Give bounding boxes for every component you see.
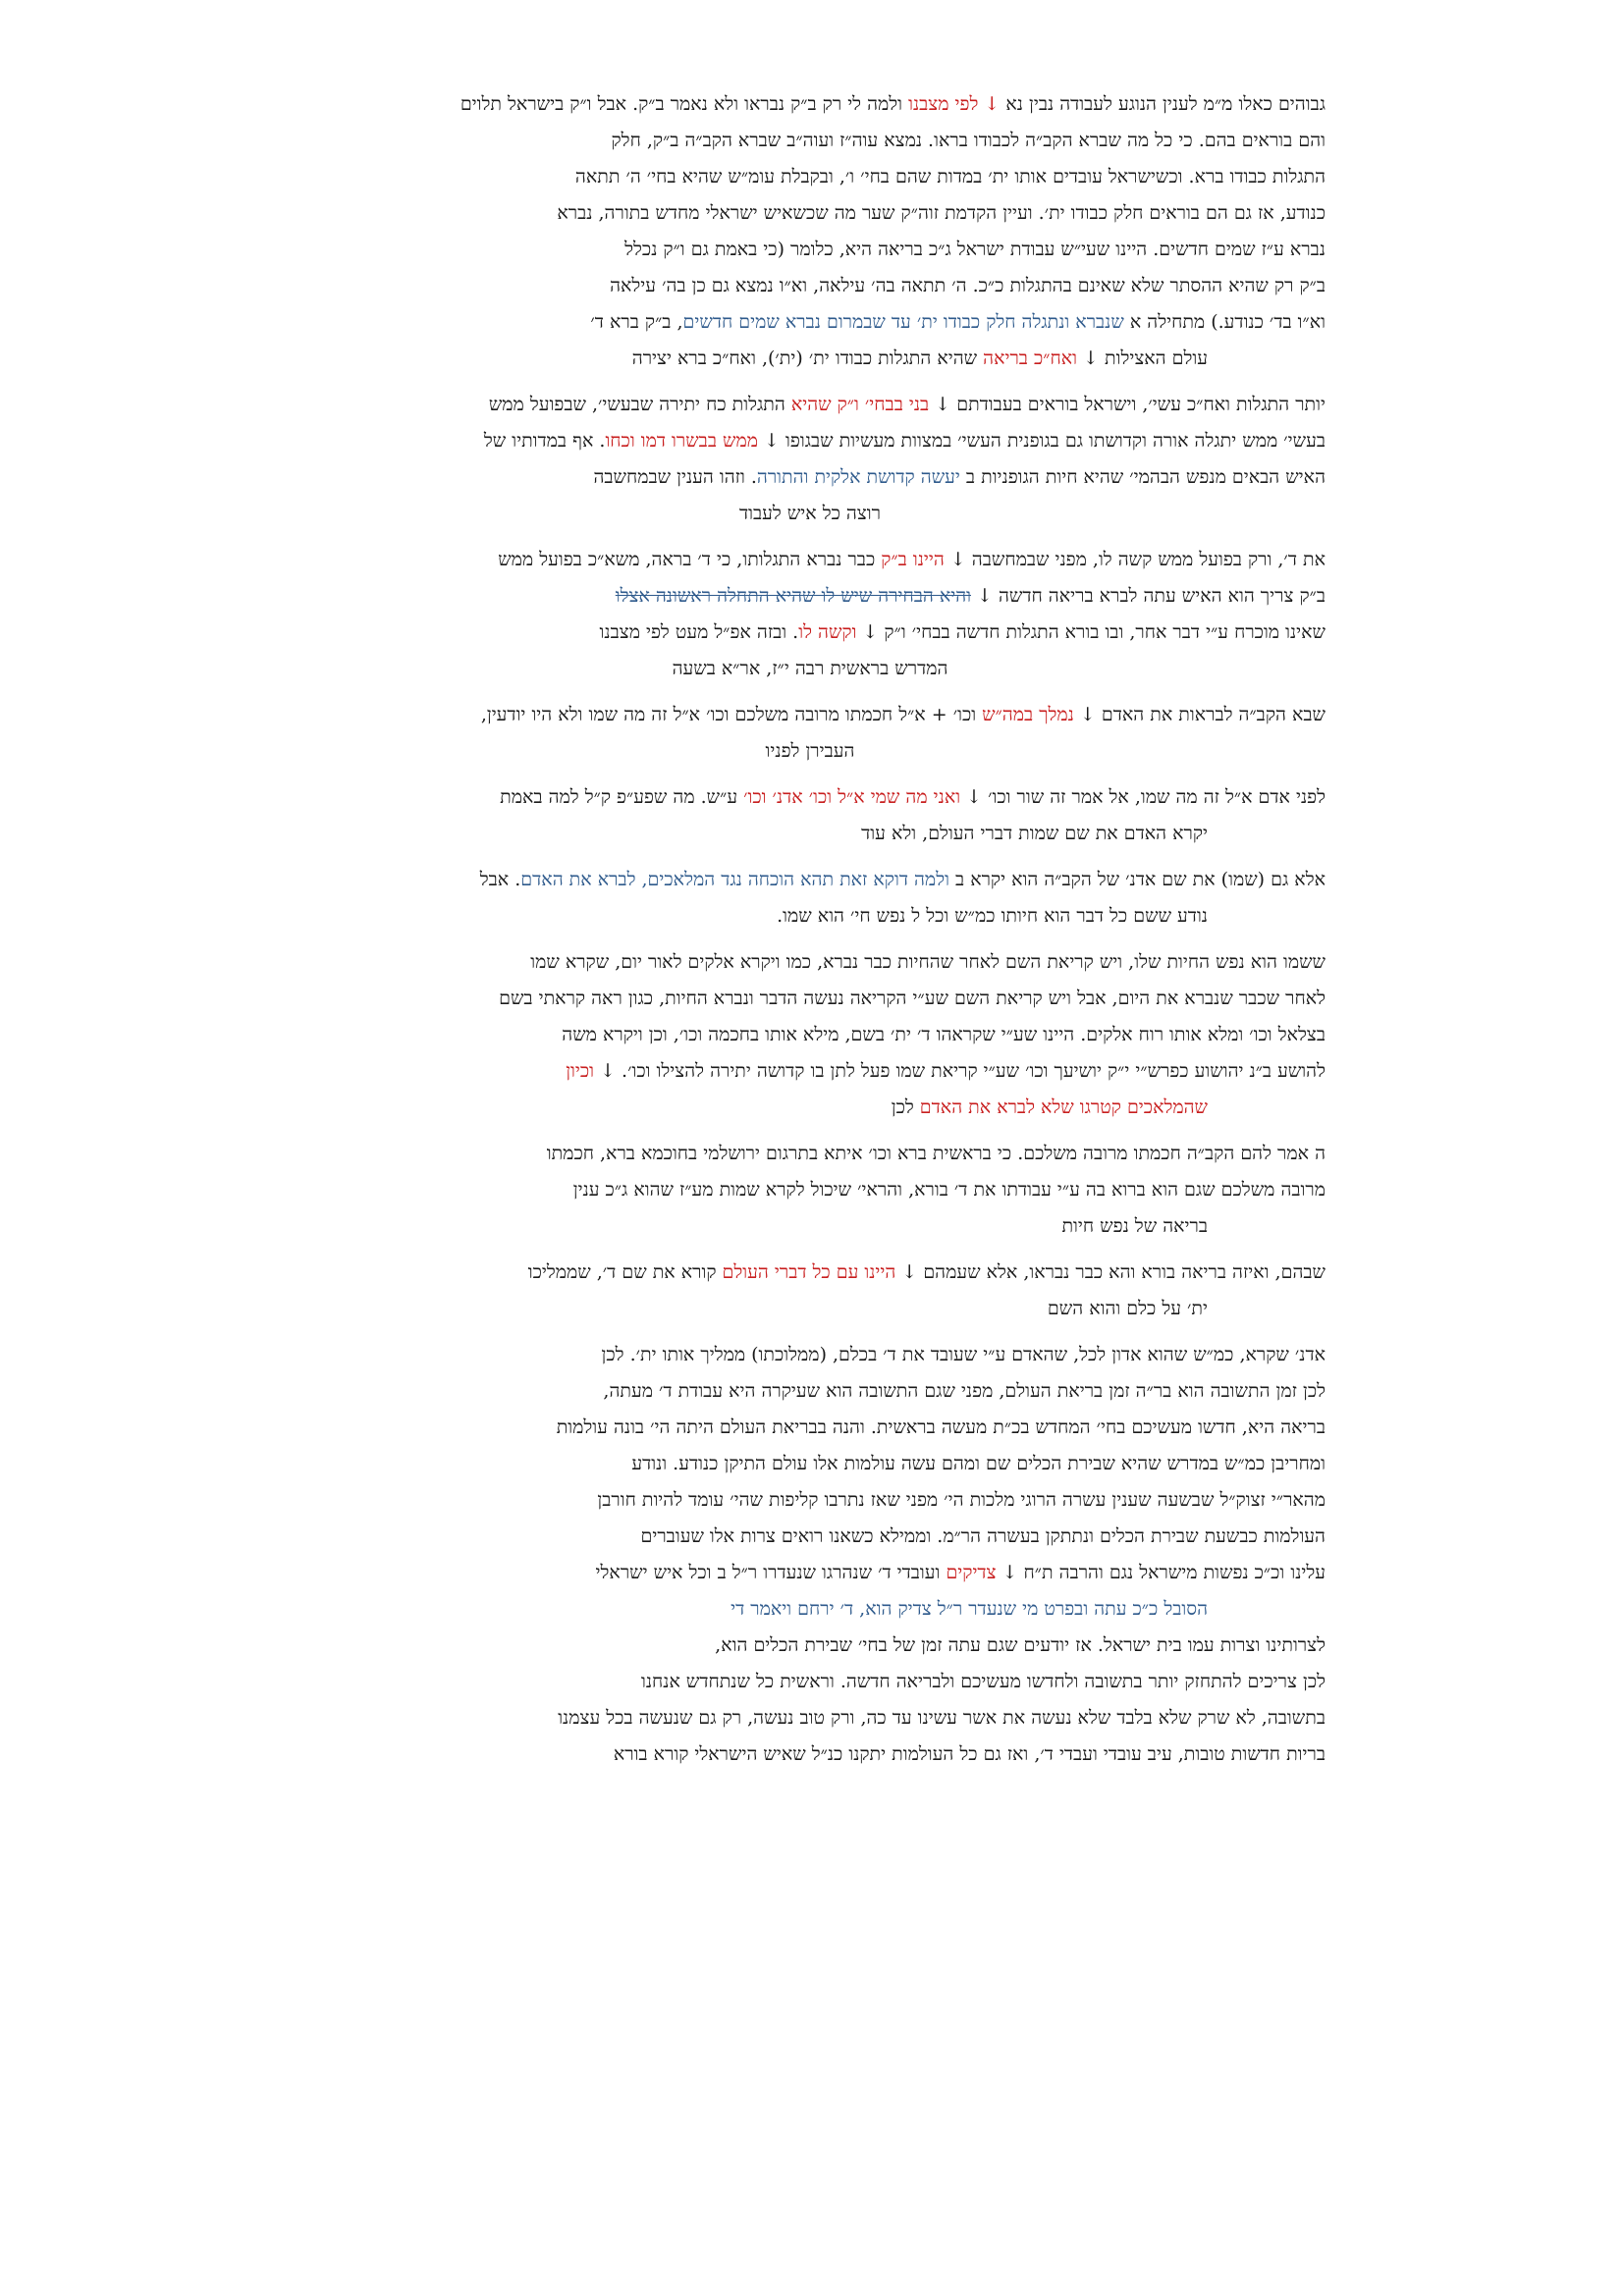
manuscript-page	[295, 86, 1325, 1773]
paragraph	[295, 542, 1325, 687]
text-line: בריאה היא, חדשו מעשיכם בחי׳ המחדש בכ״ת מעשה בראשית. והנה בבריאת העולם היתה הי׳ בונה עולמות	[556, 1416, 1325, 1438]
text-line: הסובל כ״כ עתה ובפרט מי שנעדר ר״ל צדיק הוא, ד׳ ירחם ויאמר די	[730, 1598, 1208, 1620]
text-line: לכן זמן התשובה הוא בר״ה זמן בריאת העולם, מפני שגם התשובה הוא שעיקרה היא עבודת ד׳ מעתה,	[603, 1380, 1325, 1402]
text-line: רוצה כל איש לעבוד	[738, 503, 881, 524]
text-line: ית׳ על כלם והוא השם	[1047, 1298, 1208, 1319]
text-line: אדנ׳ שקרא, כמ״ש שהוא אדון לכל, שהאדם ע״י שעובד את ד׳ בכלם, (ממלוכתו) ממליך אותו ית׳. לכן	[601, 1344, 1325, 1365]
text-line: האיש הבאים מנפש הבהמי׳ שהיא חיות הגופניות ב יעשה קדושת אלקית והתורה. וזהו הענין שבמחשבה	[593, 466, 1325, 488]
text-line: מהאר״י זצוק״ל שבשעה שענין עשרה הרוגי מלכות הי׳ מפני שאז נתרבו קליפות שהי׳ עומד להיות חורבן	[597, 1489, 1325, 1511]
paragraph	[295, 1337, 1325, 1773]
text-line: להושע ב״נ יהושוע כפרש״י י״ק יושיעך וכו׳ שע״י קריאת שמו פעל לתן בו קדושה יתירה להצילו וכו׳. ↓ וכיון	[566, 1060, 1325, 1082]
paragraph	[295, 1136, 1325, 1245]
text-line: לצרותינו וצרות עמו בית ישראל. אז יודעים שגם עתה זמן של בחי׳ שבירת הכלים הוא,	[715, 1634, 1325, 1656]
paragraph	[295, 779, 1325, 852]
text-line: וא״ו בד׳ כנודע.) מתחילה א שנברא ונתגלה חלק כבודו ית׳ עד שבמרום נברא שמים חדשים, ב״ק ברא ד׳	[590, 311, 1325, 333]
text-line: ששמו הוא נפש החיות שלו, ויש קריאת השם לאחר שהחיות כבר נברא, כמו ויקרא אלקים לאור יום, שקרא שמו	[530, 951, 1325, 973]
text-line: בתשובה, לא שרק שלא בלבד שלא נעשה את אשר עשינו עד כה, ורק טוב נעשה, רק גם שנעשה בכל עצמנו	[558, 1707, 1325, 1729]
text-line: העבירן לפניו	[765, 740, 855, 762]
paragraph	[295, 387, 1325, 532]
text-line: שבא הקב״ה לבראות את האדם ↓ נמלך במה״ש וכו׳ + א״ל חכמתו מרובה משלכם וכו׳ א״ל זה מה שמו ולא היו יודעין,	[480, 704, 1325, 725]
text-line: אלא גם (שמו) את שם אדנ׳ של הקב״ה הוא יקרא ב ולמה דוקא זאת תהא הוכחה נגד המלאכים, לברא את האדם. אבל	[479, 869, 1325, 890]
text-line: המדרש בראשית רבה י״ז, אר״א בשעה	[672, 658, 948, 679]
text-line: בעשי׳ ממש יתגלה אורה וקדושתו גם בגופנית העשי׳ במצוות מעשיות שבגופו ↓ ממש בבשרו דמו וכחו. אף במדותיו של	[483, 430, 1325, 452]
text-line: ב״ק רק שהיא ההסתר שלא שאינם בהתגלות כ״כ. ה׳ תתאה בה׳ עילאה, וא״ו נמצא גם כן בה׳ עילאה	[610, 275, 1325, 296]
text-line: עלינו וכ״כ נפשות מישראל נגם והרבה ת״ח ↓ צדיקים ועובדי ד׳ שנהרגו שנעדרו ר״ל ב וכל איש ישראלי	[595, 1562, 1325, 1583]
text-line: בצלאל וכו׳ ומלא אותו רוח אלקים. היינו שע״י שקראהו ד׳ ית׳ בשם, מילא אותו בחכמה וכו׳, וכן ויקרא משה	[562, 1024, 1325, 1045]
paragraph	[295, 697, 1325, 770]
text-line: שאינו מוכרח ע״י דבר אחר, ובו בורא התגלות חדשה בבחי׳ ו״ק ↓ וקשה לו. ובזה אפ״ל מעט לפי מצבנו	[599, 621, 1325, 643]
paragraph	[295, 944, 1325, 1126]
text-line: נברא ע״ז שמים חדשים. היינו שעי״ש עבודת ישראל ג״כ בריאה היא, כלומר (כי באמת גם ו״ק נכלל	[624, 239, 1325, 260]
text-line: עולם האצילות ↓ ואח״כ בריאה שהיא התגלות כבודו ית׳ (ית׳), ואח״כ ברא יצירה	[631, 347, 1208, 369]
text-line: לכן צריכים להתחזק יותר בתשובה ולחדשו מעשיכם ולבריאה חדשה. וראשית כל שנתחדש אנחנו	[640, 1671, 1325, 1692]
text-line: לפני אדם א״ל זה מה שמו, אל אמר זה שור וכו׳ ↓ ואני מה שמי א״ל וכו׳ אדנ׳ וכו׳ ע״ש. מה שפע״פ ק״ל למה באמת	[500, 786, 1325, 808]
paragraph	[295, 86, 1325, 377]
text-line: ב״ק צריך הוא האיש עתה לברא בריאה חדשה ↓ והיא הבחירה שיש לו שהיא התחלה ראשונה אצלו	[615, 585, 1325, 607]
text-line: העולמות כבשעת שבירת הכלים ונתתקן בעשרה הר״מ. וממילא כשאנו רואים צרות אלו שעוברים	[640, 1525, 1325, 1547]
text-line: בריאה של נפש חיות	[1061, 1215, 1208, 1237]
text-line: גבוהים כאלו מ״מ לענין הנוגע לעבודה נבין נא ↓ לפי מצבנו ולמה לי רק ב״ק נבראו ולא נאמר ב״ק. אבל ו״ק בישראל תלוים	[460, 93, 1325, 115]
paragraph	[295, 1255, 1325, 1327]
text-line: מרובה משלכם שגם הוא ברוא בה ע״י עבודתו את ד׳ בורא, והראי׳ שיכול לקרא שמות מע״ז שהוא ג״כ ענין	[572, 1179, 1325, 1201]
text-line: שבהם, ואיזה בריאה בורא והא כבר נבראו, אלא שעמהם ↓ היינו עם כל דברי העולם קורא את שם ד׳, שממליכו	[527, 1261, 1325, 1283]
text-line: והם בוראים בהם. כי כל מה שברא הקב״ה לכבודו בראו. נמצא עוה״ז ועוה״ב שברא הקב״ה ב״ק, חלק	[611, 130, 1325, 151]
text-line: בריות חדשות טובות, עיב עובדי ועבדי ד׳, ואז גם כל העולמות יתקנו כנ״ל שאיש הישראלי קורא בורא	[613, 1743, 1325, 1765]
paragraph	[295, 862, 1325, 934]
text-line: כנודע, אז גם הם בוראים חלק כבודו ית׳. ועיין הקדמת זוה״ק שער מה שכשאיש ישראלי מחדש בתורה, נברא	[557, 202, 1325, 224]
text-line: ה אמר להם הקב״ה חכמתו מרובה משלכם. כי בראשית ברא וכו׳ איתא בתרגום ירושלמי בחוכמא ברא, חכמתו	[546, 1143, 1325, 1164]
text-line: נודע ששם כל דבר הוא חיותו כמ״ש וכל ל נפש חי׳ הוא שמו.	[777, 905, 1208, 927]
text-line: את ד׳, ורק בפועל ממש קשה לו, מפני שבמחשבה ↓ היינו ב״ק כבר נברא התגלותו, כי ד׳ בראה, משא״כ בפועל ממש	[498, 549, 1325, 570]
text-line: לאחר שכבר שנברא את היום, אבל ויש קריאת השם שע״י הקריאה נעשה הדבר ונברא החיות, כגון ראה קראתי בשם	[499, 988, 1325, 1009]
text-line: יותר התגלות ואח״כ עשי׳, וישראל בוראים בעבודתם ↓ בני בבחי׳ ו״ק שהיא התגלות כח יתירה שבעשי׳, שבפועל ממש	[488, 394, 1325, 415]
text-line: שהמלאכים קטרגו שלא לברא את האדם לכן	[891, 1096, 1208, 1118]
text-line: התגלות כבודו ברא. וכשישראל עובדים אותו ית׳ במדות שהם בחי׳ ו׳, ובקבלת עומ״ש שהיא בחי׳ ה׳ תתאה	[574, 166, 1325, 187]
text-line: ומחריבן כמ״ש במדרש שהיא שבירת הכלים שם ומהם עשה עולמות אלו עולם התיקן כנודע. ונודע	[631, 1453, 1325, 1474]
text-line: יקרא האדם את שם שמות דברי העולם, ולא עוד	[861, 823, 1208, 844]
